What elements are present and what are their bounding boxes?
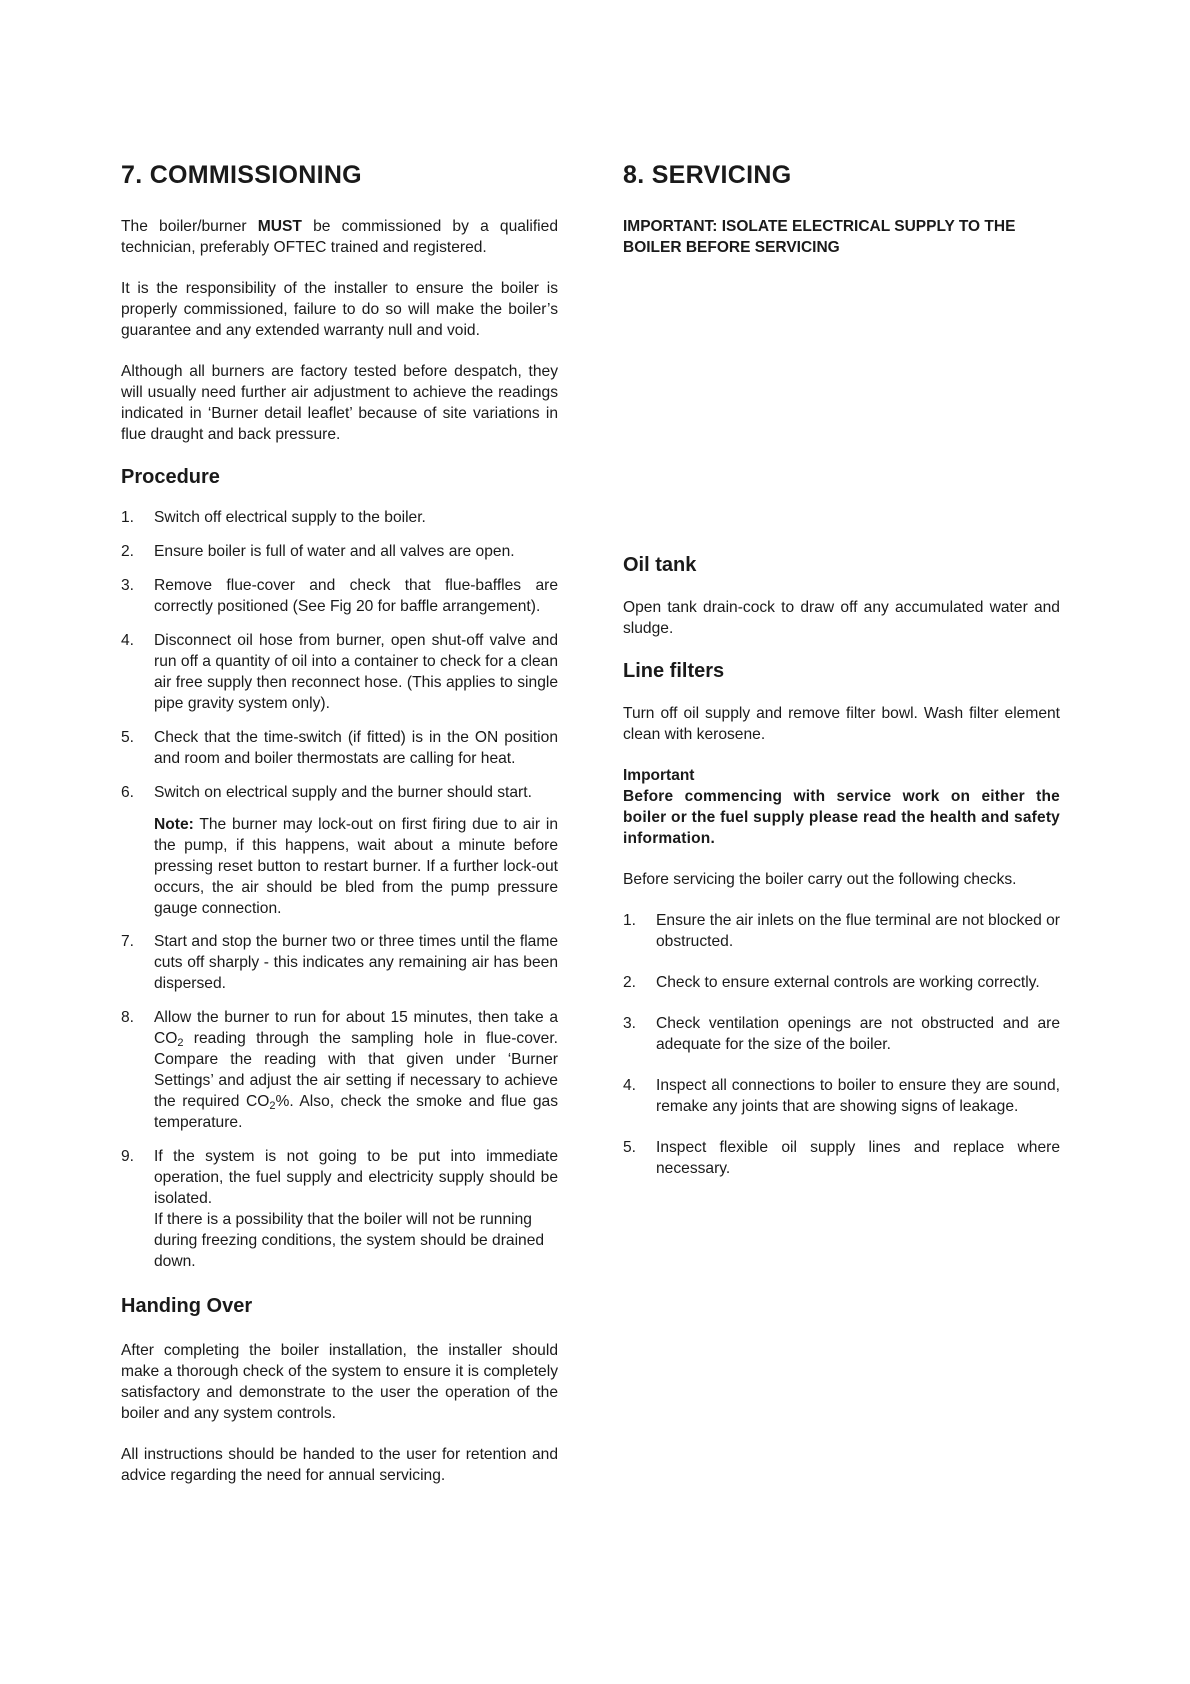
- servicing-checks-list: [623, 910, 1060, 1179]
- commissioning-intro-1: The boiler/burner MUST be commissioned by a qualified technician, preferably OFTEC trained and registered.: [121, 218, 558, 256]
- procedure-heading: Procedure: [121, 466, 220, 488]
- procedure-step: 3. Remove flue-cover and check that flue-baffles are correctly positioned (See Fig 20 for baffle arrangement).: [121, 577, 558, 615]
- important-text: Before commencing with service work on either the boiler or the fuel supply please read the health and safety information.: [623, 788, 1060, 847]
- checks-intro: Before servicing the boiler carry out the following checks.: [623, 871, 1017, 888]
- servicing-section: [623, 160, 1060, 1179]
- check-item: 5. Inspect flexible oil supply lines and replace where necessary.: [623, 1139, 1060, 1177]
- line-filters-text: Turn off oil supply and remove filter bowl. Wash filter element clean with kerosene.: [623, 705, 1060, 743]
- check-item: 2. Check to ensure external controls are working correctly.: [623, 974, 1040, 991]
- handing-over-text-2: All instructions should be handed to the user for retention and advice regarding the need for annual servicing.: [121, 1446, 558, 1484]
- commissioning-title: 7. COMMISSIONING: [121, 161, 362, 189]
- procedure-list: [121, 507, 558, 1272]
- procedure-step: 6. Switch on electrical supply and the burner should start. Note: The burner may lock-out on first firing due to air in the pump, if this happens, wait about a minute before pressing reset button to restart burner. If a further lock-out occurs, the air should be bled from the pump pressure gauge connection.: [121, 784, 558, 917]
- lockout-note: Note: The burner may lock-out on first firing due to air in the pump, if this happens, wait about a minute before pressing reset button to restart burner. If a further lock-out occurs, the air should be bled from the pump pressure gauge connection.: [154, 816, 558, 917]
- commissioning-intro-2: It is the responsibility of the installer to ensure the boiler is properly commissioned, failure to do so will make the boiler’s guarantee and any extended warranty null and void.: [121, 280, 558, 339]
- line-filters-heading: Line filters: [623, 660, 725, 682]
- servicing-title: 8. SERVICING: [623, 161, 792, 189]
- procedure-step: 1. Switch off electrical supply to the boiler.: [121, 509, 426, 526]
- commissioning-section: [121, 160, 558, 1486]
- procedure-step: 2. Ensure boiler is full of water and all valves are open.: [121, 543, 515, 560]
- procedure-step: 8. Allow the burner to run for about 15 minutes, then take a $CO_2$ reading through the sampling hole in flue-cover. Compare the reading with that given under ‘Burner Settings’ and adjust the air setting if necessary to achieve the required $CO_2\%$. Also, check the smoke and flue gas temperature.: [121, 1009, 558, 1131]
- commissioning-intro-3: Although all burners are factory tested before despatch, they will usually need further air adjustment to achieve the readings indicated in ‘Burner detail leaflet’ because of site variations in flue draught and back pressure.: [121, 363, 558, 443]
- oil-tank-heading: Oil tank: [623, 554, 697, 576]
- procedure-step: 7. Start and stop the burner two or three times until the flame cuts off sharply - this indicates any remaining air has been dispersed.: [121, 933, 558, 992]
- check-item: 4. Inspect all connections to boiler to ensure they are sound, remake any joints that are showing signs of leakage.: [623, 1077, 1060, 1115]
- handing-over-heading: Handing Over: [121, 1295, 253, 1317]
- important-label: Important: [623, 767, 695, 784]
- handing-over-text-1: After completing the boiler installation, the installer should make a thorough check of the system to ensure it is completely satisfactory and demonstrate to the user the operation of the boiler and any system controls.: [121, 1342, 558, 1422]
- procedure-step: 4. Disconnect oil hose from burner, open shut-off valve and run off a quantity of oil into a container to check for a clean air free supply then reconnect hose. (This applies to single pipe gravity system only).: [121, 632, 558, 712]
- procedure-step: 5. Check that the time-switch (if fitted) is in the ON position and room and boiler thermostats are calling for heat.: [121, 729, 558, 767]
- important-notice: [623, 765, 1060, 849]
- isolate-warning: IMPORTANT: ISOLATE ELECTRICAL SUPPLY TO THE BOILER BEFORE SERVICING: [623, 218, 1016, 256]
- check-item: 1. Ensure the air inlets on the flue terminal are not blocked or obstructed.: [623, 912, 1060, 950]
- oil-tank-text: Open tank drain-cock to draw off any accumulated water and sludge.: [623, 599, 1060, 637]
- check-item: 3. Check ventilation openings are not obstructed and are adequate for the size of the boiler.: [623, 1015, 1060, 1053]
- procedure-step: 9. If the system is not going to be put into immediate operation, the fuel supply and electricity supply should be isolated. If there is a possibility that the boiler will not be running during freezing conditions, the system should be drained down.: [121, 1148, 558, 1270]
